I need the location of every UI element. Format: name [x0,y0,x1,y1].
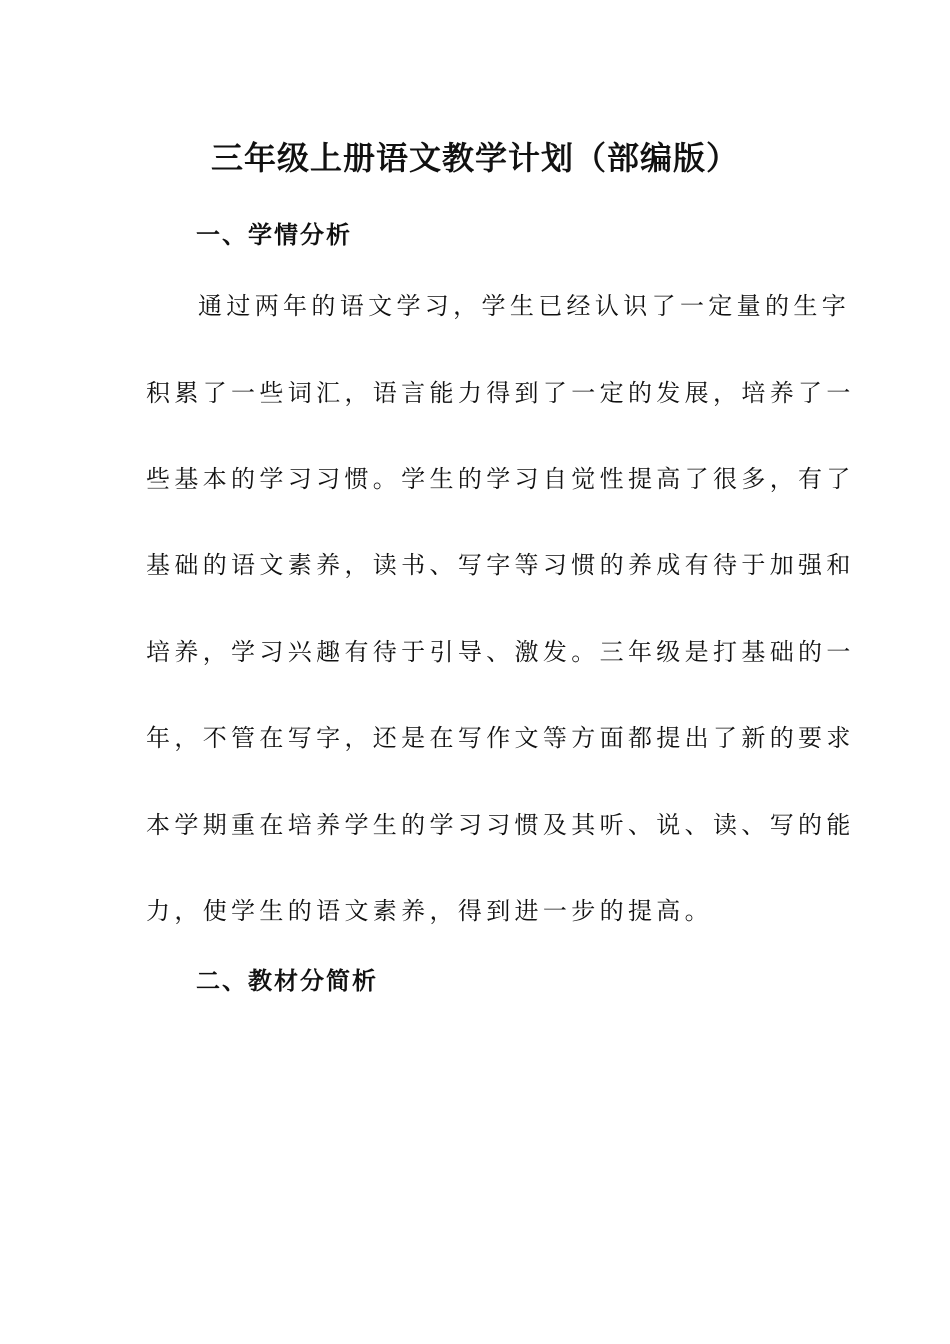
paragraph-line: 力，使学生的语文素养，得到进一步的提高。 [146,897,713,925]
paragraph-line: 基础的语文素养，读书、写字等习惯的养成有待于加强和 [146,551,855,579]
section-heading-learning-analysis: 一、学情分析 [196,221,352,249]
paragraph-line: 积累了一些词汇，语言能力得到了一定的发展，培养了一 [146,379,855,407]
document-title: 三年级上册语文教学计划（部编版） [210,139,739,177]
paragraph-line: 培养，学习兴趣有待于引导、激发。三年级是打基础的一 [146,638,855,666]
paragraph-line: 些基本的学习习惯。学生的学习自觉性提高了很多，有了 [146,465,855,493]
paragraph-line: 年，不管在写字，还是在写作文等方面都提出了新的要求 [146,724,855,752]
section-heading-textbook-analysis: 二、教材分简析 [196,967,378,995]
paragraph-line: 本学期重在培养学生的学习习惯及其听、说、读、写的能 [146,811,855,839]
paragraph-line: 通过两年的语文学习，学生已经认识了一定量的生字 [198,292,851,320]
